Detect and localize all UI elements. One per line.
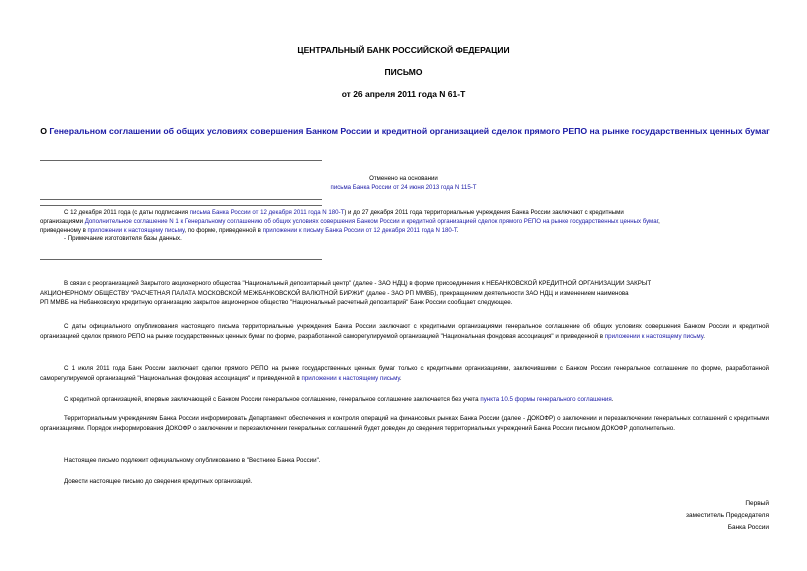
title-link[interactable]: Генеральном соглашении об общих условиях совершения Банком России и кредитной организацией сделок прямого РЕПО на рынке государственных ценных бумаг <box>49 126 770 136</box>
footnote-block <box>40 209 769 244</box>
footnote-text: . <box>456 226 459 234</box>
divider <box>40 160 322 161</box>
paragraph-text: С 1 июля 2011 года Банк России заключает сделки прямого РЕПО на рынке государственных ценных бумаг только с кредитными организациями, заключившими с Банком России генеральное соглашение по форме, разработанной саморегулируемой организацией "Национальная фондовая ассоциация" и приведенной в <box>40 365 769 382</box>
footnote-text: приведенному в <box>40 226 88 234</box>
doc-date-number: от 26 апреля 2011 года N 61-Т <box>341 89 466 99</box>
paragraph-text: . <box>611 396 614 403</box>
footnote-line <box>40 218 769 227</box>
paragraph-text: С кредитной организацией, впервые заключающей с Банком России генеральное соглашение, генеральное соглашение заключается без учета <box>64 396 481 403</box>
footnote-text: организациями <box>40 217 85 225</box>
appendix-link[interactable]: приложении к настоящему письму <box>301 374 400 382</box>
footnote-link-appendix[interactable]: приложении к настоящему письму <box>87 226 185 234</box>
signature-block <box>686 498 769 534</box>
org-heading: ЦЕНТРАЛЬНЫЙ БАНК РОССИЙСКОЙ ФЕДЕРАЦИИ <box>297 45 510 55</box>
paragraph-2 <box>40 322 769 341</box>
footnote-link-supplement[interactable]: Дополнительное соглашение N 1 к Генеральному соглашению об общих условиях совершения Банком России и кредитной организацией сделок прямого РЕПО на рынке государственных ценных бумаг <box>84 217 659 225</box>
footnote-link-appendix-180t[interactable]: приложении к письму Банка России от 12 декабря 2011 года N 180-Т <box>262 226 457 234</box>
footnote-note: - Примечание изготовителя базы данных. <box>64 235 182 243</box>
divider <box>40 205 322 206</box>
paragraph-text: . <box>399 374 402 382</box>
paragraph-line: В связи с реорганизацией Закрытого акционерного общества "Национальный депозитарный центр" (далее - ЗАО НДЦ) в форме присоединения к НЕБАНКОВСКОЙ КРЕДИТНОЙ ОРГАНИЗАЦИИ ЗАКРЫТ <box>64 280 652 287</box>
paragraph-line: АКЦИОНЕРНОМУ ОБЩЕСТВУ "РАСЧЕТНАЯ ПАЛАТА МОСКОВСКОЙ МЕЖБАНКОВСКОЙ ВАЛЮТНОЙ БИРЖИ" (далее - ЗАО РП ММВБ), прекращением деятельности ЗАО НДЦ и изменением наименова <box>40 289 629 297</box>
divider <box>40 199 322 200</box>
appendix-link[interactable]: приложении к настоящему письму <box>604 332 704 340</box>
divider <box>40 259 322 260</box>
paragraph-5: Территориальным учреждениям Банка России информировать Департамент обеспечения и контроля операций на финансовых рынках Банка России (далее - ДОКОФР) о заключении и перезаключении генеральных соглашений с кредитными организациями. Порядок информирования ДОКОФР о заключении и перезаключении генеральных соглашений будет доведен до сведения территориальных учреждений Банка России письмом ДОКОФР дополнительно. <box>40 415 769 432</box>
footnote-text: , <box>658 217 660 225</box>
document-title <box>40 126 770 137</box>
signature-title: заместитель Председателя <box>686 512 769 519</box>
paragraph-3 <box>40 364 769 383</box>
paragraph-text: . <box>703 332 705 340</box>
clause-10-5-link[interactable]: пункта 10.5 формы генерального соглашения <box>480 396 612 403</box>
footnote-line <box>40 227 769 236</box>
paragraph-text: С даты официального опубликования настоящего письма территориальные учреждения Банка России заключают с кредитными организациями генеральное соглашение об общих условиях совершения Банком России и кредитной организацией сделок прямого РЕПО на рынке государственных ценных бумаг по форме, разработанной саморегулируемой организацией "Национальная фондовая ассоциация" и приведенной в <box>40 323 769 340</box>
title-prefix: О <box>40 126 50 136</box>
cancel-note-link[interactable]: письма Банка России от 24 июня 2013 года N 115-Т <box>330 183 477 191</box>
footnote-text: С 12 декабря 2011 года (с даты подписания <box>64 209 190 216</box>
paragraph-1 <box>40 279 769 308</box>
paragraph-7: Довести настоящее письмо до сведения кредитных организаций. <box>64 478 253 485</box>
footnote-text: , по форме, приведенной в <box>184 226 263 234</box>
footnote-text: ) и до 27 декабря 2011 года территориальные учреждения Банка России заключают с кредитными <box>344 209 624 216</box>
paragraph-4 <box>40 395 769 405</box>
paragraph-6: Настоящее письмо подлежит официальному опубликованию в "Вестнике Банка России". <box>64 457 321 464</box>
signature-title: Банка России <box>727 524 769 531</box>
doc-type-heading: ПИСЬМО <box>384 67 423 77</box>
signature-title: Первый <box>745 500 769 507</box>
cancel-note-text: Отменено на основании <box>369 175 438 182</box>
cancel-note <box>0 175 807 193</box>
footnote-link-letter-180t[interactable]: письма Банка России от 12 декабря 2011 года N 180-Т <box>189 209 345 216</box>
footnote-line <box>40 209 769 218</box>
paragraph-line: РП ММВБ на Небанковскую кредитную организацию закрытое акционерное общество "Национальный расчетный депозитарий" Банк России сообщает следующее. <box>40 299 513 306</box>
